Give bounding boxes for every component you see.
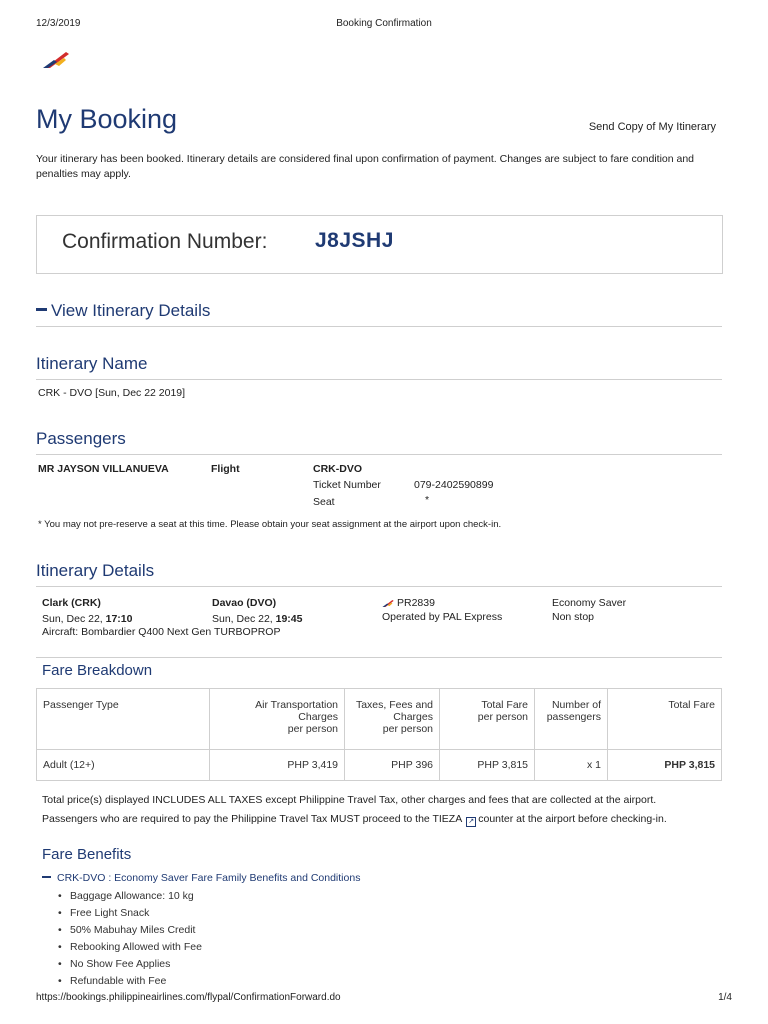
col-air-line3: per person [287,723,338,735]
itinerary-name-value: CRK - DVO [Sun, Dec 22 2019] [38,387,186,399]
divider [36,326,722,327]
booking-intro: Your itinerary has been booked. Itinerary details are considered final upon confirmation of payment. Changes are subject to fare condition and penalties may apply. [36,153,695,180]
arrive-datetime [212,613,302,625]
pal-logo-icon[interactable] [42,50,72,70]
col-air-charges [210,689,345,750]
itinerary-name-heading: Itinerary Name [36,354,148,373]
aircraft: Aircraft: Bombardier Q400 Next Gen TURBOPROP [42,626,281,638]
pal-logo-icon [382,599,395,608]
col-passenger-type: Passenger Type [37,689,210,750]
stops: Non stop [552,611,595,623]
tax-note-2 [42,813,667,826]
list-item: • Baggage Allowance: 10 kg [58,888,202,905]
ticket-number-value: 079-2402590899 [414,479,494,491]
confirmation-box [36,215,723,274]
cell-num-passengers: x 1 [535,750,608,781]
arrive-date: Sun, Dec 22, [212,613,276,625]
print-url: https://bookings.philippineairlines.com/flypal/ConfirmationForward.do [36,992,341,1003]
col-num-passengers [535,689,608,750]
seat-value: * [425,494,430,506]
collapse-icon [42,876,51,878]
fare-benefits-toggle[interactable] [42,872,360,884]
print-footer [36,992,732,1006]
divider [36,586,722,587]
passenger-route: CRK-DVO [313,463,362,475]
print-date: 12/3/2019 [36,18,81,29]
col-tax-line3: per person [382,723,433,735]
fare-benefits-link[interactable]: CRK-DVO : Economy Saver Fare Family Benefits and Conditions [57,872,361,884]
benefits-list [58,888,202,990]
divider [36,454,722,455]
col-air-line1: Air Transportation [255,699,338,711]
tax-note-2-part1: Passengers who are required to pay the Philippine Travel Tax MUST proceed to the TIEZA [42,813,463,825]
fare-class: Economy Saver [552,597,627,609]
confirmation-label: Confirmation Number: [62,230,268,253]
depart-date: Sun, Dec 22, [42,613,106,625]
fare-table [36,688,722,781]
depart-datetime [42,613,132,625]
print-title: Booking Confirmation [336,18,432,29]
cell-air-charges: PHP 3,419 [210,750,345,781]
tax-note-2-part2: counter at the airport before checking-in. [478,813,667,825]
view-itinerary-toggle[interactable] [36,301,210,321]
cell-total-per-person: PHP 3,815 [440,750,535,781]
list-item: • No Show Fee Applies [58,956,202,973]
divider [36,379,722,380]
print-header [36,18,732,32]
operated-by: Operated by PAL Express [382,611,503,623]
seat-note: * You may not pre-reserve a seat at this time. Please obtain your seat assignment at the airport upon check-in. [38,519,502,530]
flight-number: PR2839 [397,597,435,609]
destination: Davao (DVO) [212,597,277,609]
col-num-line2: passengers [546,711,601,723]
col-taxes [345,689,440,750]
page-number: 1/4 [718,992,732,1003]
confirmation-number: J8JSHJ [315,229,394,252]
collapse-icon [36,308,47,311]
seat-label: Seat [313,496,335,508]
list-item: • Refundable with Fee [58,973,202,990]
cell-passenger-type: Adult (12+) [37,750,210,781]
depart-time: 17:10 [105,613,133,625]
col-total-fare: Total Fare [608,689,722,750]
fare-benefits-heading: Fare Benefits [42,846,132,863]
arrive-time: 19:45 [275,613,303,625]
col-air-line2: Charges [298,711,338,723]
cell-total-fare: PHP 3,815 [608,750,722,781]
passengers-heading: Passengers [36,429,126,448]
col-num-line1: Number of [551,699,601,711]
col-total-per-person [440,689,535,750]
table-row [37,750,722,781]
fare-breakdown-heading: Fare Breakdown [42,662,153,679]
list-item: • Rebooking Allowed with Fee [58,939,202,956]
view-itinerary-label: View Itinerary Details [51,301,211,320]
ticket-number-label: Ticket Number [313,479,381,491]
divider [36,657,722,658]
col-tot-line2: per person [477,711,528,723]
list-item: • 50% Mabuhay Miles Credit [58,922,202,939]
send-copy-link[interactable]: Send Copy of My Itinerary [588,121,716,133]
list-item: • Free Light Snack [58,905,202,922]
col-tax-line1: Taxes, Fees and [355,699,433,711]
col-tot-line1: Total Fare [481,699,528,711]
flight-label: Flight [211,463,240,475]
passenger-name: MR JAYSON VILLANUEVA [38,463,169,475]
fare-table-header [37,689,722,750]
tax-note-1: Total price(s) displayed INCLUDES ALL TAXES except Philippine Travel Tax, other charges and fees that are collected at the airport. [42,794,657,806]
cell-taxes: PHP 396 [345,750,440,781]
itinerary-details-heading: Itinerary Details [36,561,155,580]
col-tax-line2: Charges [393,711,433,723]
external-link-icon[interactable]: ↗ [466,817,476,827]
origin: Clark (CRK) [42,597,101,609]
page-title: My Booking [36,104,178,134]
